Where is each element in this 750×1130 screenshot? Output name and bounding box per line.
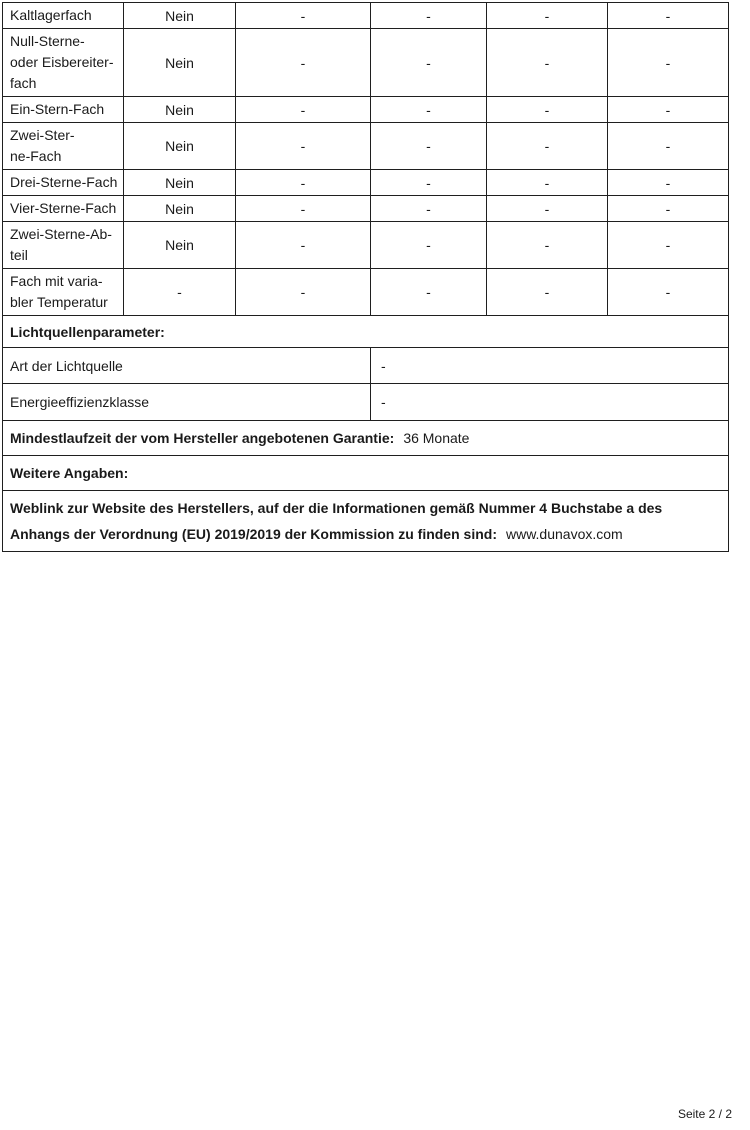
cell-value: -: [371, 123, 487, 170]
cell-value: -: [371, 348, 729, 384]
cell-value: -: [236, 29, 371, 97]
row-label: [3, 3, 124, 29]
cell-value: -: [236, 3, 371, 29]
cell-value: -: [124, 269, 236, 316]
cell-value: -: [608, 170, 729, 196]
cell-value: -: [608, 196, 729, 222]
cell-value: -: [487, 222, 608, 269]
row-label-line: ne-Fach: [10, 148, 62, 164]
cell-value: -: [487, 29, 608, 97]
row-label-line: Vier-Sterne-Fach: [10, 200, 117, 216]
cell-value: -: [236, 123, 371, 170]
table-row: [3, 348, 729, 384]
row-label: Weitere Angaben:: [10, 465, 129, 481]
cell-value: Nein: [124, 97, 236, 123]
product-datasheet-table: [2, 2, 729, 552]
cell-value: -: [487, 269, 608, 316]
table-row: [3, 222, 729, 269]
cell-value: -: [608, 123, 729, 170]
cell-value: -: [371, 97, 487, 123]
row-label-line: Ein-Stern-Fach: [10, 101, 105, 117]
cell-value: -: [487, 123, 608, 170]
section-header: Lichtquellenparameter:: [3, 316, 729, 348]
row-label-line: teil: [10, 247, 28, 263]
cell-value: -: [236, 269, 371, 316]
cell-value: -: [608, 222, 729, 269]
row-label-line: Drei-Sterne-Fach: [10, 174, 118, 190]
table-row: [3, 491, 729, 552]
cell-value: -: [236, 97, 371, 123]
row-label-line: Fach mit varia-: [10, 273, 103, 289]
labeled-row-cell: [3, 421, 729, 456]
row-label-line: Zwei-Ster-: [10, 127, 75, 143]
table-row: [3, 384, 729, 421]
cell-value: Nein: [124, 123, 236, 170]
row-label-line: oder Eisbereiter-: [10, 54, 114, 70]
table-row: [3, 29, 729, 97]
cell-value: Nein: [124, 29, 236, 97]
cell-value: Nein: [124, 222, 236, 269]
row-label: [3, 196, 124, 222]
cell-value: 36 Monate: [403, 430, 470, 446]
cell-value: www.dunavox.com: [505, 526, 623, 542]
table-row: [3, 170, 729, 196]
section-header-row: [3, 316, 729, 348]
row-label-line: Kaltlagerfach: [10, 7, 92, 23]
labeled-row-cell: [3, 456, 729, 491]
cell-value: Nein: [124, 196, 236, 222]
row-label: [3, 269, 124, 316]
table-row: [3, 269, 729, 316]
row-label: [3, 222, 124, 269]
cell-value: Nein: [124, 170, 236, 196]
row-label-line: Zwei-Sterne-Ab-: [10, 226, 112, 242]
row-label: [3, 29, 124, 97]
cell-value: -: [236, 170, 371, 196]
cell-value: -: [236, 222, 371, 269]
table-row: [3, 97, 729, 123]
table-row: [3, 123, 729, 170]
cell-value: -: [371, 3, 487, 29]
cell-value: -: [371, 384, 729, 421]
table-row: [3, 421, 729, 456]
row-label: [3, 123, 124, 170]
cell-value: -: [608, 97, 729, 123]
cell-value: -: [608, 269, 729, 316]
cell-value: Nein: [124, 3, 236, 29]
table-row: [3, 196, 729, 222]
cell-value: -: [487, 196, 608, 222]
cell-value: -: [371, 196, 487, 222]
row-label: Energieeffizienzklasse: [3, 384, 371, 421]
cell-value: -: [487, 3, 608, 29]
cell-value: -: [371, 269, 487, 316]
row-label: Art der Lichtquelle: [3, 348, 371, 384]
cell-value: -: [371, 29, 487, 97]
cell-value: -: [487, 170, 608, 196]
labeled-row-cell: [3, 491, 729, 552]
cell-value: -: [236, 196, 371, 222]
cell-value: -: [371, 170, 487, 196]
cell-value: -: [487, 97, 608, 123]
row-label: Mindestlaufzeit der vom Hersteller angebotenen Garantie:: [10, 430, 395, 446]
table-row: [3, 456, 729, 491]
cell-value: -: [371, 222, 487, 269]
row-label: [3, 170, 124, 196]
row-label: [3, 97, 124, 123]
row-label-line: fach: [10, 75, 37, 91]
cell-value: -: [608, 3, 729, 29]
table-row: [3, 3, 729, 29]
cell-value: -: [608, 29, 729, 97]
row-label-line: Null-Sterne-: [10, 33, 85, 49]
page-number: Seite 2 / 2: [677, 1107, 732, 1121]
row-label-line: bler Temperatur: [10, 294, 108, 310]
row-label: Weblink zur Website des Herstellers, auf der die Informationen gemäß Nummer 4 Buchstabe a des Anhangs der Verordnung (EU) 2019/2019 der Kommission zu finden sind:: [10, 500, 663, 542]
